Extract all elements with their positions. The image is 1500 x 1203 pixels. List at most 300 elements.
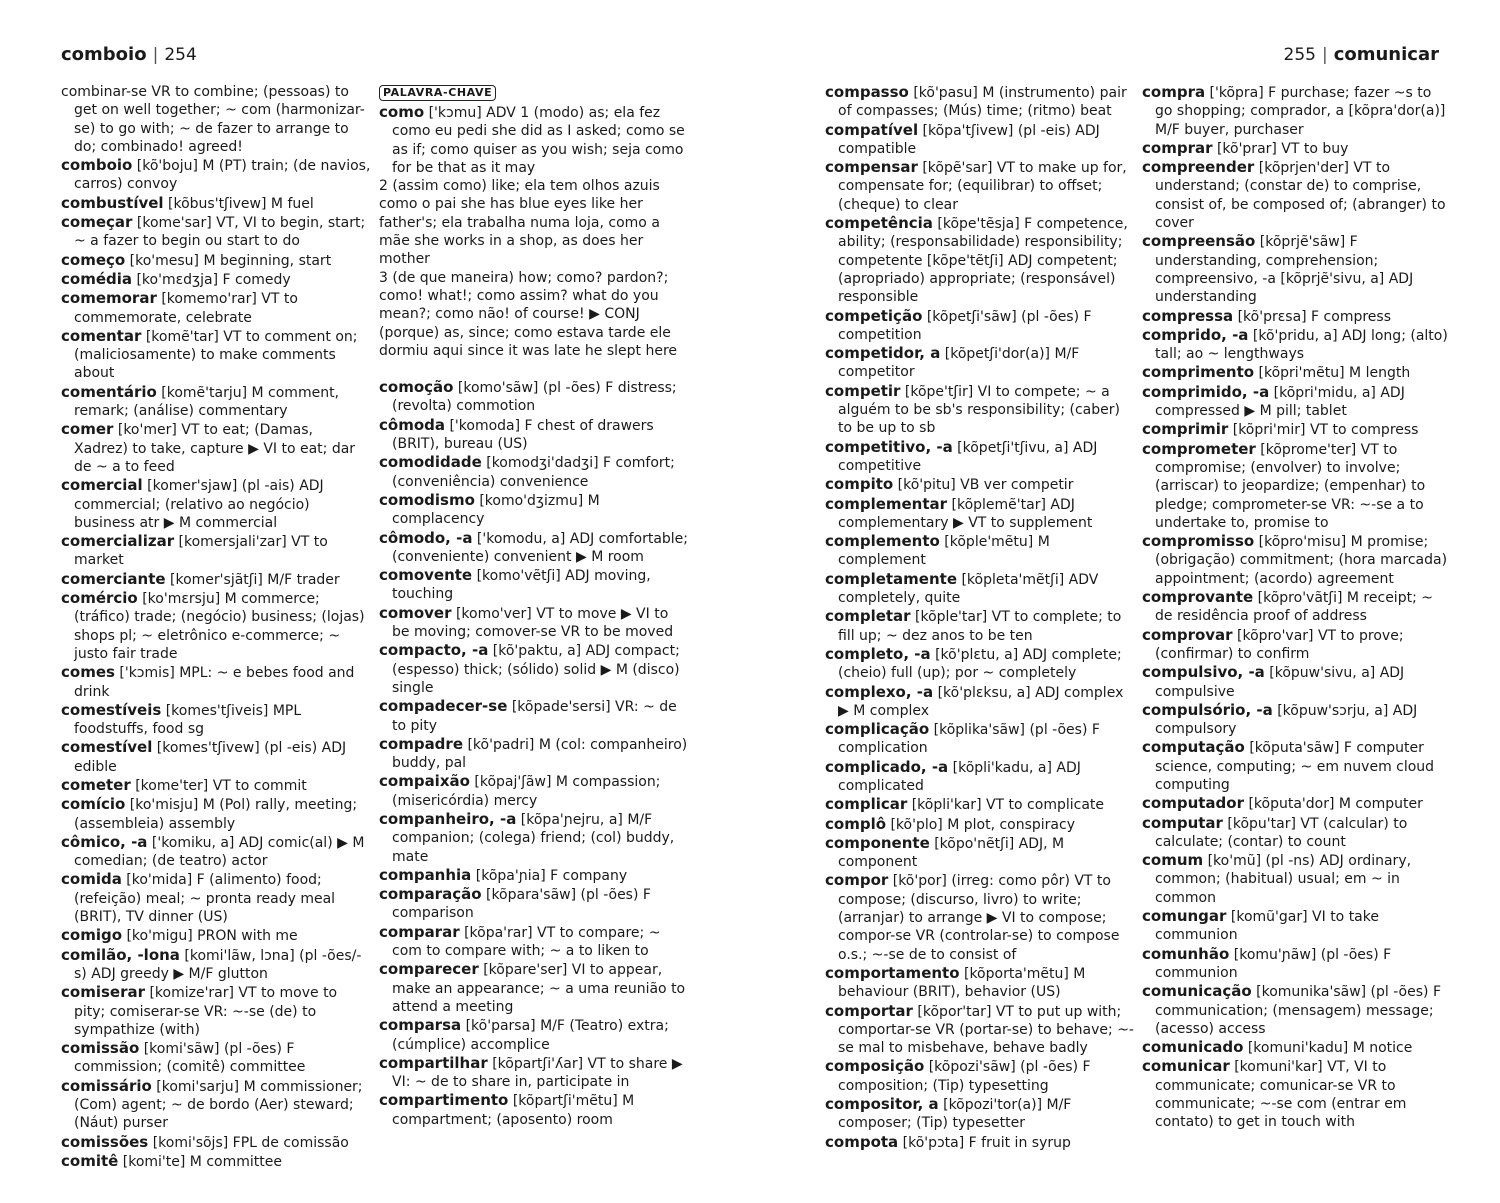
dictionary-entry xyxy=(379,923,689,961)
dictionary-entry xyxy=(379,604,689,642)
headword: comilão, -lona xyxy=(61,945,180,964)
entry-sense: 3 (de que maneira) how; como? pardon?; como! what!; como assim? what do you mean?; como não! of course! ▶ CONJ (porque) as, since; como estava tarde ele dormiu aqui since it was late he slept here xyxy=(379,269,678,359)
dictionary-entry xyxy=(379,491,689,529)
headword: comprimento xyxy=(1142,363,1255,382)
definition: [komo'ver] VT to move ▶ VI to be moving; comover-se VR to be moved xyxy=(392,605,674,641)
definition: [kõpẽ'sar] VT to make up for, compensate for; (equilibrar) to offset; (cheque) to clear xyxy=(838,160,1127,213)
dictionary-entry xyxy=(379,735,689,773)
dictionary-entry xyxy=(1142,440,1452,532)
dictionary-entry xyxy=(825,344,1135,382)
guide-word: comunicar xyxy=(1333,44,1439,65)
headword: completamente xyxy=(825,569,957,588)
headword: composição xyxy=(825,1057,925,1076)
headword: complicar xyxy=(825,795,908,814)
dictionary-entry xyxy=(1142,701,1452,739)
running-head-left xyxy=(61,44,197,65)
definition: [komẽ'tarju] M comment, remark; (análise) commentary xyxy=(74,384,340,420)
headword: competidor, a xyxy=(825,344,941,363)
headword: computação xyxy=(1142,738,1245,757)
definition: [kõprjẽ'sãw] F understanding, comprehension; compreensivo, -a [kõprjẽ'sivu, a] ADJ understanding xyxy=(1155,234,1414,306)
dictionary-entry xyxy=(61,289,371,327)
headword: comprimir xyxy=(1142,420,1229,439)
headword: comprovante xyxy=(1142,588,1254,607)
headword: comissão xyxy=(61,1039,140,1058)
headword: complemento xyxy=(825,532,940,551)
definition: [kõpuw'sivu, a] ADJ compulsive xyxy=(1155,665,1405,700)
headword: completo, -a xyxy=(825,644,931,663)
definition: [komemo'rar] VT to commemorate, celebrate xyxy=(74,291,298,326)
dictionary-entry xyxy=(379,566,689,604)
definition: [kõpetʃi'dor(a)] M/F competitor xyxy=(838,346,1080,381)
definition: [kõpa'ɲia] F company xyxy=(475,867,628,884)
headword: comes xyxy=(61,663,115,682)
headword: comentar xyxy=(61,326,142,345)
definition: [kõpli'kar] VT to complicate xyxy=(911,797,1105,814)
definition: [kõpetʃi'tʃivu, a] ADJ competitive xyxy=(838,439,1098,474)
headword: componente xyxy=(825,833,930,852)
headword: comoção xyxy=(379,378,454,397)
definition: [komunika'sãw] (pl -ões) F communication; (mensagem) message; (acesso) access xyxy=(1155,984,1441,1037)
definition: [kõprome'ter] VT to compromise; (envolver) to involve; (arriscar) to jeopardize; (empenhar) to pledge; comprometer-se VR: ~-se a to undertake to, promise to xyxy=(1155,441,1426,531)
definition: [komo'vẽtʃi] ADJ moving, touching xyxy=(392,568,651,603)
definition: [kõpro'var] VT to prove; (confirmar) to confirm xyxy=(1155,627,1404,662)
dictionary-entry xyxy=(61,270,371,289)
definition: [kõbus'tʃivew] M fuel xyxy=(168,195,314,212)
dictionary-entry xyxy=(61,251,371,270)
definition: [ko'migu] PRON with me xyxy=(126,928,298,945)
dictionary-entry xyxy=(61,570,371,589)
right-page xyxy=(750,0,1500,1203)
dictionary-entry xyxy=(379,1091,689,1129)
definition: ['kɔmis] MPL: ~ e bebes food and drink xyxy=(74,665,355,700)
definition: [ko'mɛdʒja] F comedy xyxy=(136,271,291,288)
definition: [kome'ter] VT to commit xyxy=(135,777,307,794)
headword: comissões xyxy=(61,1132,149,1151)
dictionary-entry xyxy=(1142,588,1452,626)
separator: | xyxy=(1321,45,1328,65)
headword: compito xyxy=(825,475,894,494)
definition: [kõpe'tʃir] VI to compete; ~ a alguém to be sb's responsibility; (caber) to be up to sb xyxy=(838,383,1120,437)
headword: compulsório, -a xyxy=(1142,700,1273,719)
definition: ['kõpra] F purchase; fazer ~s to go shopping; comprador, a [kõpra'dor(a)] M/F buyer, purchaser xyxy=(1155,85,1446,138)
headword: compadre xyxy=(379,734,463,753)
dictionary-entry xyxy=(825,438,1135,476)
definition: [komer'sjaw] (pl -ais) ADJ commercial; (relativo ao negócio) business atr ▶ M commercial xyxy=(74,478,324,531)
dictionary-entry xyxy=(825,1057,1135,1095)
headword: comiserar xyxy=(61,983,145,1002)
definition: [kõpleta'mẽtʃi] ADV completely, quite xyxy=(838,571,1099,607)
dictionary-entry xyxy=(379,960,689,1016)
headword: como xyxy=(379,103,425,121)
definition: [kõpu'tar] VT (calcular) to calculate; (contar) to count xyxy=(1155,815,1408,850)
dictionary-entry xyxy=(61,946,371,984)
dictionary-entry xyxy=(825,1002,1135,1058)
headword: começar xyxy=(61,213,133,232)
headword: compasso xyxy=(825,83,909,101)
definition: [komo'sãw] (pl -ões) F distress; (revolta) commotion xyxy=(392,380,677,415)
dictionary-entry xyxy=(379,529,689,567)
dictionary-entry xyxy=(61,983,371,1039)
definition: [ko'mida] F (alimento) food; (refeição) meal; ~ pronta ready meal (BRIT), TV dinner (US) xyxy=(74,872,336,926)
headword: comestível xyxy=(61,738,153,757)
headword: companheiro, -a xyxy=(379,809,517,828)
dictionary-entry xyxy=(1142,1038,1452,1057)
definition: [kõ'pɔta] F fruit in syrup xyxy=(902,1134,1071,1151)
definition: [ko'misju] M (Pol) rally, meeting; (assembleia) assembly xyxy=(74,797,358,832)
dictionary-entry xyxy=(61,870,371,926)
headword: comemorar xyxy=(61,289,157,308)
running-head-right xyxy=(1284,44,1439,65)
definition: [komi'te] M committee xyxy=(122,1153,282,1170)
headword: compreender xyxy=(1142,158,1255,177)
headword: completar xyxy=(825,607,911,626)
definition: [kõplemẽ'tar] ADJ complementary ▶ VT to supplement xyxy=(838,496,1093,531)
dictionary-entry xyxy=(379,697,689,735)
headword: compensar xyxy=(825,158,918,177)
headword: compressa xyxy=(1142,306,1234,325)
definition: [komi'sõjs] FPL de comissão xyxy=(152,1134,349,1151)
dictionary-entry xyxy=(825,121,1135,159)
dictionary-entry xyxy=(1142,420,1452,439)
headword: companhia xyxy=(379,865,472,884)
definition: [kõpa'ɲejru, a] M/F companion; (colega) friend; (col) buddy, mate xyxy=(392,811,675,865)
page-number: 255 xyxy=(1283,45,1316,65)
dictionary-entry xyxy=(825,607,1135,645)
dictionary-entry xyxy=(61,738,371,776)
headword: compromisso xyxy=(1142,532,1255,551)
headword: comestíveis xyxy=(61,700,162,719)
headword: compota xyxy=(825,1132,899,1151)
definition: [kõ'boju] M (PT) train; (de navios, carros) convoy xyxy=(74,158,371,193)
dictionary-entry xyxy=(379,378,689,416)
headword: comprar xyxy=(1142,138,1213,157)
dictionary-entry xyxy=(61,532,371,570)
definition: [kõ'plɛtu, a] ADJ complete; (cheio) full (up); por ~ completely xyxy=(838,646,1122,682)
definition: [kõpara'sãw] (pl -ões) F comparison xyxy=(392,887,651,922)
dictionary-entry xyxy=(825,645,1135,683)
dictionary-entry xyxy=(825,1133,1135,1152)
dictionary-entry xyxy=(825,758,1135,796)
definition: [ko'mũ] (pl -ns) ADJ ordinary, common; (habitual) usual; em ~ in common xyxy=(1155,853,1412,906)
definition: [komuni'kar] VT, VI to communicate; comunicar-se VR to communicate; ~-se com (entrar em contato) to get in touch with xyxy=(1155,1059,1407,1131)
headword: comprovar xyxy=(1142,625,1233,644)
definition: [kõpro'misu] M promise; (obrigação) commitment; (hora marcada) appointment; (acordo) agreement xyxy=(1155,534,1448,587)
entry-continuation: combinar-se VR to combine; (pessoas) to get on well together; ~ com (harmonizar-se) to go with; ~ de fazer to arrange to do; combinado! agreed! xyxy=(61,84,365,155)
dictionary-entry xyxy=(825,871,1135,963)
headword: comida xyxy=(61,870,122,889)
dictionary-entry xyxy=(825,834,1135,872)
dictionary-entry xyxy=(1142,326,1452,364)
definition: [komũ'gar] VI to take communion xyxy=(1155,909,1379,944)
headword: comício xyxy=(61,795,126,814)
definition: [kõpaj'ʃãw] M compassion; (misericórdia) mercy xyxy=(392,774,661,809)
headword: compositor, a xyxy=(825,1095,939,1114)
headword: comercializar xyxy=(61,532,175,551)
headword: compor xyxy=(825,871,889,890)
keyword-badge: PALAVRA-CHAVE xyxy=(379,85,496,101)
definition: [kõputa'dor] M computer xyxy=(1248,796,1423,813)
dictionary-entry xyxy=(61,194,371,213)
headword: comportar xyxy=(825,1001,913,1020)
dictionary-entry xyxy=(379,1054,689,1092)
dictionary-entry xyxy=(825,214,1135,306)
definition: [kõ'paktu, a] ADJ compact; (espesso) thick; (sólido) solid ▶ M (disco) single xyxy=(392,643,680,696)
headword: comungar xyxy=(1142,907,1227,926)
headword: comodidade xyxy=(379,453,482,472)
definition: [kõ'por] (irreg: como pôr) VT to compose; (discurso, livro) to write; (arranjar) to arrange ▶ VI to compose; compor-se VR (controlar-se) to compose o.s.; ~-se de to consist of xyxy=(838,873,1120,963)
headword: comparsa xyxy=(379,1016,462,1035)
dictionary-entry xyxy=(61,589,371,663)
definition: ['kɔmu] ADV 1 (modo) as; ela fez como eu pedi she did as I asked; como se as if; como quiser as you wish; seja como for be that as it may xyxy=(392,105,685,176)
headword: complementar xyxy=(825,494,948,513)
dictionary-entry xyxy=(1142,626,1452,664)
headword: comportamento xyxy=(825,963,960,982)
dictionary-entry xyxy=(825,382,1135,438)
definition: [komer'sjãtʃi] M/F trader xyxy=(170,571,340,588)
headword: comprimido, -a xyxy=(1142,382,1270,401)
definition: [kõpade'sersi] VR: ~ de to pity xyxy=(392,699,677,734)
definition: [kõple'mẽtu] M complement xyxy=(838,534,1050,569)
definition: [kõpri'midu, a] ADJ compressed ▶ M pill; tablet xyxy=(1155,384,1405,420)
headword: complô xyxy=(825,814,887,833)
dictionary-entry xyxy=(825,795,1135,814)
definition: [kõpro'vãtʃi] M receipt; ~ de residência proof of address xyxy=(1155,590,1433,625)
definition: [komodʒi'dadʒi] F comfort; (conveniência) convenience xyxy=(392,455,675,490)
dictionary-entry xyxy=(379,453,689,491)
definition: [kõpor'tar] VT to put up with; comportar-se VR (portar-se) to behave; ~-se mal to misbehave, behave badly xyxy=(838,1003,1134,1057)
entry-spacer xyxy=(379,360,689,378)
definition: [ko'mer] VT to eat; (Damas, Xadrez) to take, capture ▶ VI to eat; dar de ~ a to feed xyxy=(74,422,356,475)
dictionary-entry xyxy=(61,1133,371,1152)
dictionary-entry xyxy=(1142,814,1452,852)
keyword-label xyxy=(379,83,689,103)
definition: ['komoda] F chest of drawers (BRIT), bureau (US) xyxy=(392,417,654,453)
dictionary-entry xyxy=(61,663,371,701)
headword: comercial xyxy=(61,476,143,495)
entry-sense: 2 (assim como) like; ela tem olhos azuis como o pai she has blue eyes like her father's; ela trabalha numa loja, como a mãe she works in a shop, as does her mother xyxy=(379,178,660,268)
dictionary-entry xyxy=(1142,158,1452,232)
dictionary-entry xyxy=(1142,982,1452,1038)
dictionary-entry xyxy=(61,926,371,945)
definition: [kõporta'mẽtu] M behaviour (BRIT), behavior (US) xyxy=(838,965,1086,1001)
dictionary-entry xyxy=(379,1016,689,1054)
headword: comunhão xyxy=(1142,944,1230,963)
dictionary-entry xyxy=(1142,794,1452,813)
dictionary-entry xyxy=(825,683,1135,721)
headword: complexo, -a xyxy=(825,682,934,701)
definition: [kõple'tar] VT to complete; to fill up; ~ dez anos to be ten xyxy=(838,609,1122,644)
definition: [kõ'plo] M plot, conspiracy xyxy=(890,816,1075,833)
headword: compra xyxy=(1142,83,1206,101)
headword: comover xyxy=(379,603,452,622)
dictionary-entry xyxy=(825,307,1135,345)
definition: [kõ'prar] VT to buy xyxy=(1216,140,1349,157)
definition: [kome'sar] VT, VI to begin, start; ~ a fazer to begin ou start to do xyxy=(74,215,366,250)
separator: | xyxy=(152,45,159,65)
dictionary-entry xyxy=(61,833,371,871)
definition: [kõpetʃi'sãw] (pl -ões) F competition xyxy=(838,308,1092,343)
definition: [kõpo'nẽtʃi] ADJ, M component xyxy=(838,835,1065,871)
headword: comentário xyxy=(61,382,157,401)
dictionary-entry xyxy=(61,795,371,833)
headword: comigo xyxy=(61,926,123,945)
headword: cômico, -a xyxy=(61,832,148,851)
headword: comodismo xyxy=(379,490,475,509)
dictionary-entry xyxy=(379,103,689,177)
headword: competição xyxy=(825,306,923,325)
dictionary-entry xyxy=(379,866,689,885)
headword: comunicação xyxy=(1142,982,1252,1001)
definition: [kõpli'kadu, a] ADJ complicated xyxy=(838,759,1081,794)
headword: comparar xyxy=(379,922,460,941)
dictionary-entry xyxy=(1142,532,1452,588)
headword: competitivo, -a xyxy=(825,437,953,456)
column xyxy=(1142,83,1452,1132)
headword: compaixão xyxy=(379,772,470,791)
dictionary-entry xyxy=(825,815,1135,834)
headword: cômodo, -a xyxy=(379,528,473,547)
definition: [komẽ'tar] VT to comment on; (maliciosamente) to make comments about xyxy=(74,328,358,382)
dictionary-entry xyxy=(1142,1057,1452,1131)
definition: [kõ'padri] M (col: companheiro) buddy, pal xyxy=(392,736,688,772)
dictionary-entry xyxy=(1142,139,1452,158)
headword: comunicado xyxy=(1142,1038,1244,1057)
dictionary-entry xyxy=(379,772,689,810)
dictionary-entry xyxy=(61,383,371,421)
definition: [kõpe'tẽsja] F competence, ability; (responsabilidade) responsibility; competente [kõpe'tẽtʃi] ADJ competent; (apropriado) appropriate; (responsável) responsible xyxy=(838,216,1128,306)
definition: [kõ'pitu] VB ver competir xyxy=(897,477,1074,494)
headword: comerciante xyxy=(61,569,166,588)
column xyxy=(379,83,689,1129)
definition: [kõ'parsa] M/F (Teatro) extra; (cúmplice) accomplice xyxy=(392,1018,669,1053)
dictionary-entry xyxy=(1142,363,1452,382)
definition: ['komodu, a] ADJ comfortable; (conveniente) convenient ▶ M room xyxy=(392,530,689,565)
definition: [kõ'prɛsa] F compress xyxy=(1237,308,1391,325)
definition: [kõpozi'tor(a)] M/F composer; (Tip) typesetter xyxy=(838,1097,1072,1132)
headword: computador xyxy=(1142,794,1244,813)
column xyxy=(61,83,371,1171)
headword: compadecer-se xyxy=(379,697,508,716)
headword: comunicar xyxy=(1142,1057,1230,1076)
dictionary-entry xyxy=(825,475,1135,494)
dictionary-entry xyxy=(61,476,371,532)
headword: comissário xyxy=(61,1076,152,1095)
dictionary-entry xyxy=(1142,738,1452,794)
definition: [kõprjen'der] VT to understand; (constar de) to comprise, consist of, be composed of; (abranger) to cover xyxy=(1155,160,1446,232)
dictionary-entry xyxy=(61,1152,371,1171)
headword: compatível xyxy=(825,120,919,139)
headword: comovente xyxy=(379,566,473,585)
dictionary-entry xyxy=(825,570,1135,608)
headword: comédia xyxy=(61,269,133,288)
dictionary-entry xyxy=(1142,663,1452,701)
headword: comprido, -a xyxy=(1142,325,1249,344)
definition: [kõpartʃi'mẽtu] M compartment; (aposento) room xyxy=(392,1093,635,1128)
dictionary-entry xyxy=(379,885,689,923)
dictionary-entry xyxy=(825,158,1135,214)
definition: [kõ'pridu, a] ADJ long; (alto) tall; ao ~ lengthways xyxy=(1155,327,1448,363)
headword: comprometer xyxy=(1142,439,1256,458)
headword: competir xyxy=(825,381,901,400)
headword: competência xyxy=(825,214,933,233)
dictionary-entry xyxy=(825,964,1135,1002)
definition: [komu'ɲãw] (pl -ões) F communion xyxy=(1155,946,1392,981)
definition: [komi'sãw] (pl -ões) F commission; (comitê) committee xyxy=(74,1041,306,1076)
headword: comboio xyxy=(61,156,133,175)
definition: [kõpri'mir] VT to compress xyxy=(1232,422,1419,439)
definition: [komi'sarju] M commissioner; (Com) agent; ~ de bordo (Aer) steward; (Náut) purser xyxy=(74,1078,363,1132)
headword: compartilhar xyxy=(379,1053,488,1072)
definition: [komi'lãw, lɔna] (pl -ões/-s) ADJ greedy ▶ M/F glutton xyxy=(74,947,362,982)
headword: cometer xyxy=(61,775,131,794)
dictionary-entry xyxy=(61,213,371,251)
headword: compacto, -a xyxy=(379,641,489,660)
dictionary-entry xyxy=(61,156,371,194)
dictionary-entry xyxy=(825,720,1135,758)
definition: [ko'mɛrsju] M commerce; (tráfico) trade; (negócio) business; (lojas) shops pl; ~ eletrônico e-commerce; ~ justo fair trade xyxy=(74,591,365,662)
definition: [komes'tʃiveis] MPL foodstuffs, food sg xyxy=(74,702,302,738)
dictionary-entry xyxy=(61,420,371,476)
dictionary-entry xyxy=(61,701,371,739)
dictionary-entry xyxy=(379,641,689,697)
dictionary-entry xyxy=(1142,307,1452,326)
headword: comitê xyxy=(61,1151,119,1170)
definition: [kõpartʃi'ʎar] VT to share ▶ VI: ~ de to share in, participate in xyxy=(392,1055,683,1091)
headword: comparação xyxy=(379,885,482,904)
dictionary-entry xyxy=(825,83,1135,121)
definition: [kõ'pasu] M (instrumento) pair of compasses; (Mús) time; (ritmo) beat xyxy=(838,85,1127,120)
dictionary-entry xyxy=(825,495,1135,533)
dictionary-entry xyxy=(61,327,371,383)
dictionary-entry xyxy=(1142,945,1452,983)
headword: comer xyxy=(61,420,114,439)
headword: comparecer xyxy=(379,960,479,979)
column xyxy=(825,83,1135,1152)
dictionary-entry xyxy=(61,776,371,795)
definition: [kõ'plɛksu, a] ADJ complex ▶ M complex xyxy=(838,684,1124,719)
dictionary-entry xyxy=(1142,907,1452,945)
headword: complicação xyxy=(825,720,930,739)
guide-word: comboio xyxy=(61,44,147,65)
definition: [kõpa'rar] VT to compare; ~ com to compare with; ~ a to liken to xyxy=(392,924,661,960)
headword: combustível xyxy=(61,193,164,212)
dictionary-entry xyxy=(61,1039,371,1077)
headword: compartimento xyxy=(379,1091,509,1110)
definition: ['komiku, a] ADJ comic(al) ▶ M comedian; (de teatro) actor xyxy=(74,834,365,870)
dictionary-entry xyxy=(1142,232,1452,306)
definition: [kõpare'ser] VI to appear, make an appearance; ~ a uma reunião to attend a meeting xyxy=(392,962,686,1015)
definition: [komize'rar] VT to move to pity; comiserar-se VR: ~-se (de) to sympathize (with) xyxy=(74,985,338,1038)
definition: [kõplika'sãw] (pl -ões) F complication xyxy=(838,722,1100,757)
definition: [kõpuw'sɔrju, a] ADJ compulsory xyxy=(1155,702,1418,738)
headword: computar xyxy=(1142,813,1223,832)
headword: complicado, -a xyxy=(825,757,949,776)
definition: [kõpri'mẽtu] M length xyxy=(1258,365,1411,382)
definition: [kõputa'sãw] F computer science, computing; ~ em nuvem cloud computing xyxy=(1155,740,1435,793)
definition: [komuni'kadu] M notice xyxy=(1247,1040,1413,1057)
page-number: 254 xyxy=(164,45,197,65)
definition: [komersjali'zar] VT to market xyxy=(74,534,328,569)
headword: comércio xyxy=(61,589,138,608)
dictionary-entry xyxy=(825,532,1135,570)
headword: compulsivo, -a xyxy=(1142,663,1265,682)
dictionary-entry xyxy=(1142,83,1452,139)
headword: cômoda xyxy=(379,415,445,434)
definition: [komes'tʃivew] (pl -eis) ADJ edible xyxy=(74,740,347,775)
headword: comum xyxy=(1142,851,1204,870)
dictionary-entry xyxy=(1142,383,1452,421)
dictionary-entry xyxy=(379,810,689,866)
